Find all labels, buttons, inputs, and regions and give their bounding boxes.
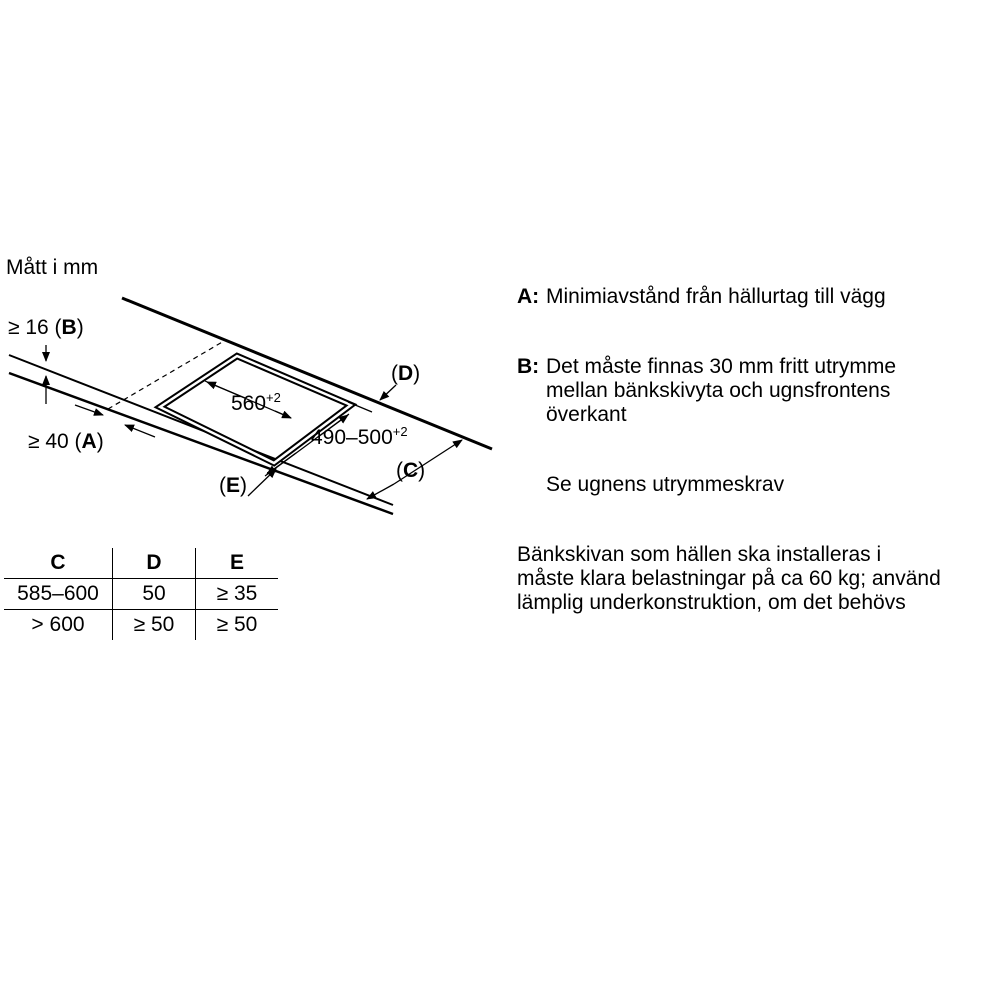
table-cell: ≥ 35 xyxy=(196,579,279,610)
note-key: A: xyxy=(517,285,540,308)
note-text: Bänkskivan som hällen ska installeras i måste klara belastningar på ca 60 kg; använd lämplig underkonstruktion, om det behövs xyxy=(517,543,941,614)
label-a: ≥ 40 (A) xyxy=(28,430,104,453)
label-c: (C) xyxy=(396,459,426,482)
table-cell: 585–600 xyxy=(4,579,113,610)
label-depth: $490-500^{+2}$ xyxy=(311,424,408,449)
table-header-row xyxy=(4,548,278,579)
table-row xyxy=(4,579,278,610)
table-cell: ≥ 50 xyxy=(113,610,196,641)
note-text: Det måste finnas 30 mm fritt utrymme mellan bänkskivyta och ugnsfrontens överkant xyxy=(546,355,897,426)
label-d: (D) xyxy=(391,362,421,385)
note-key: B: xyxy=(517,355,540,378)
table-row xyxy=(4,610,278,641)
table-cell: > 600 xyxy=(31,613,85,636)
note-text: Minimiavstånd från hällurtag till vägg xyxy=(546,285,886,308)
units-label: Mått i mm xyxy=(6,256,99,279)
header-d: D xyxy=(113,548,196,579)
note-text: Se ugnens utrymmeskrav xyxy=(546,473,785,496)
note-load xyxy=(517,543,941,615)
label-b: ≥ 16 (B) xyxy=(8,316,84,339)
table-cell: 50 xyxy=(113,579,196,610)
note-b xyxy=(517,355,896,427)
label-width: $560^{+2}$ xyxy=(231,390,281,415)
header-e: E xyxy=(196,548,279,579)
note-oven xyxy=(517,473,784,497)
table-cell: ≥ 50 xyxy=(196,610,279,641)
dimensions-table xyxy=(4,548,278,640)
label-e: (E) xyxy=(219,474,248,497)
note-a xyxy=(517,285,886,309)
header-c: C xyxy=(4,548,113,579)
